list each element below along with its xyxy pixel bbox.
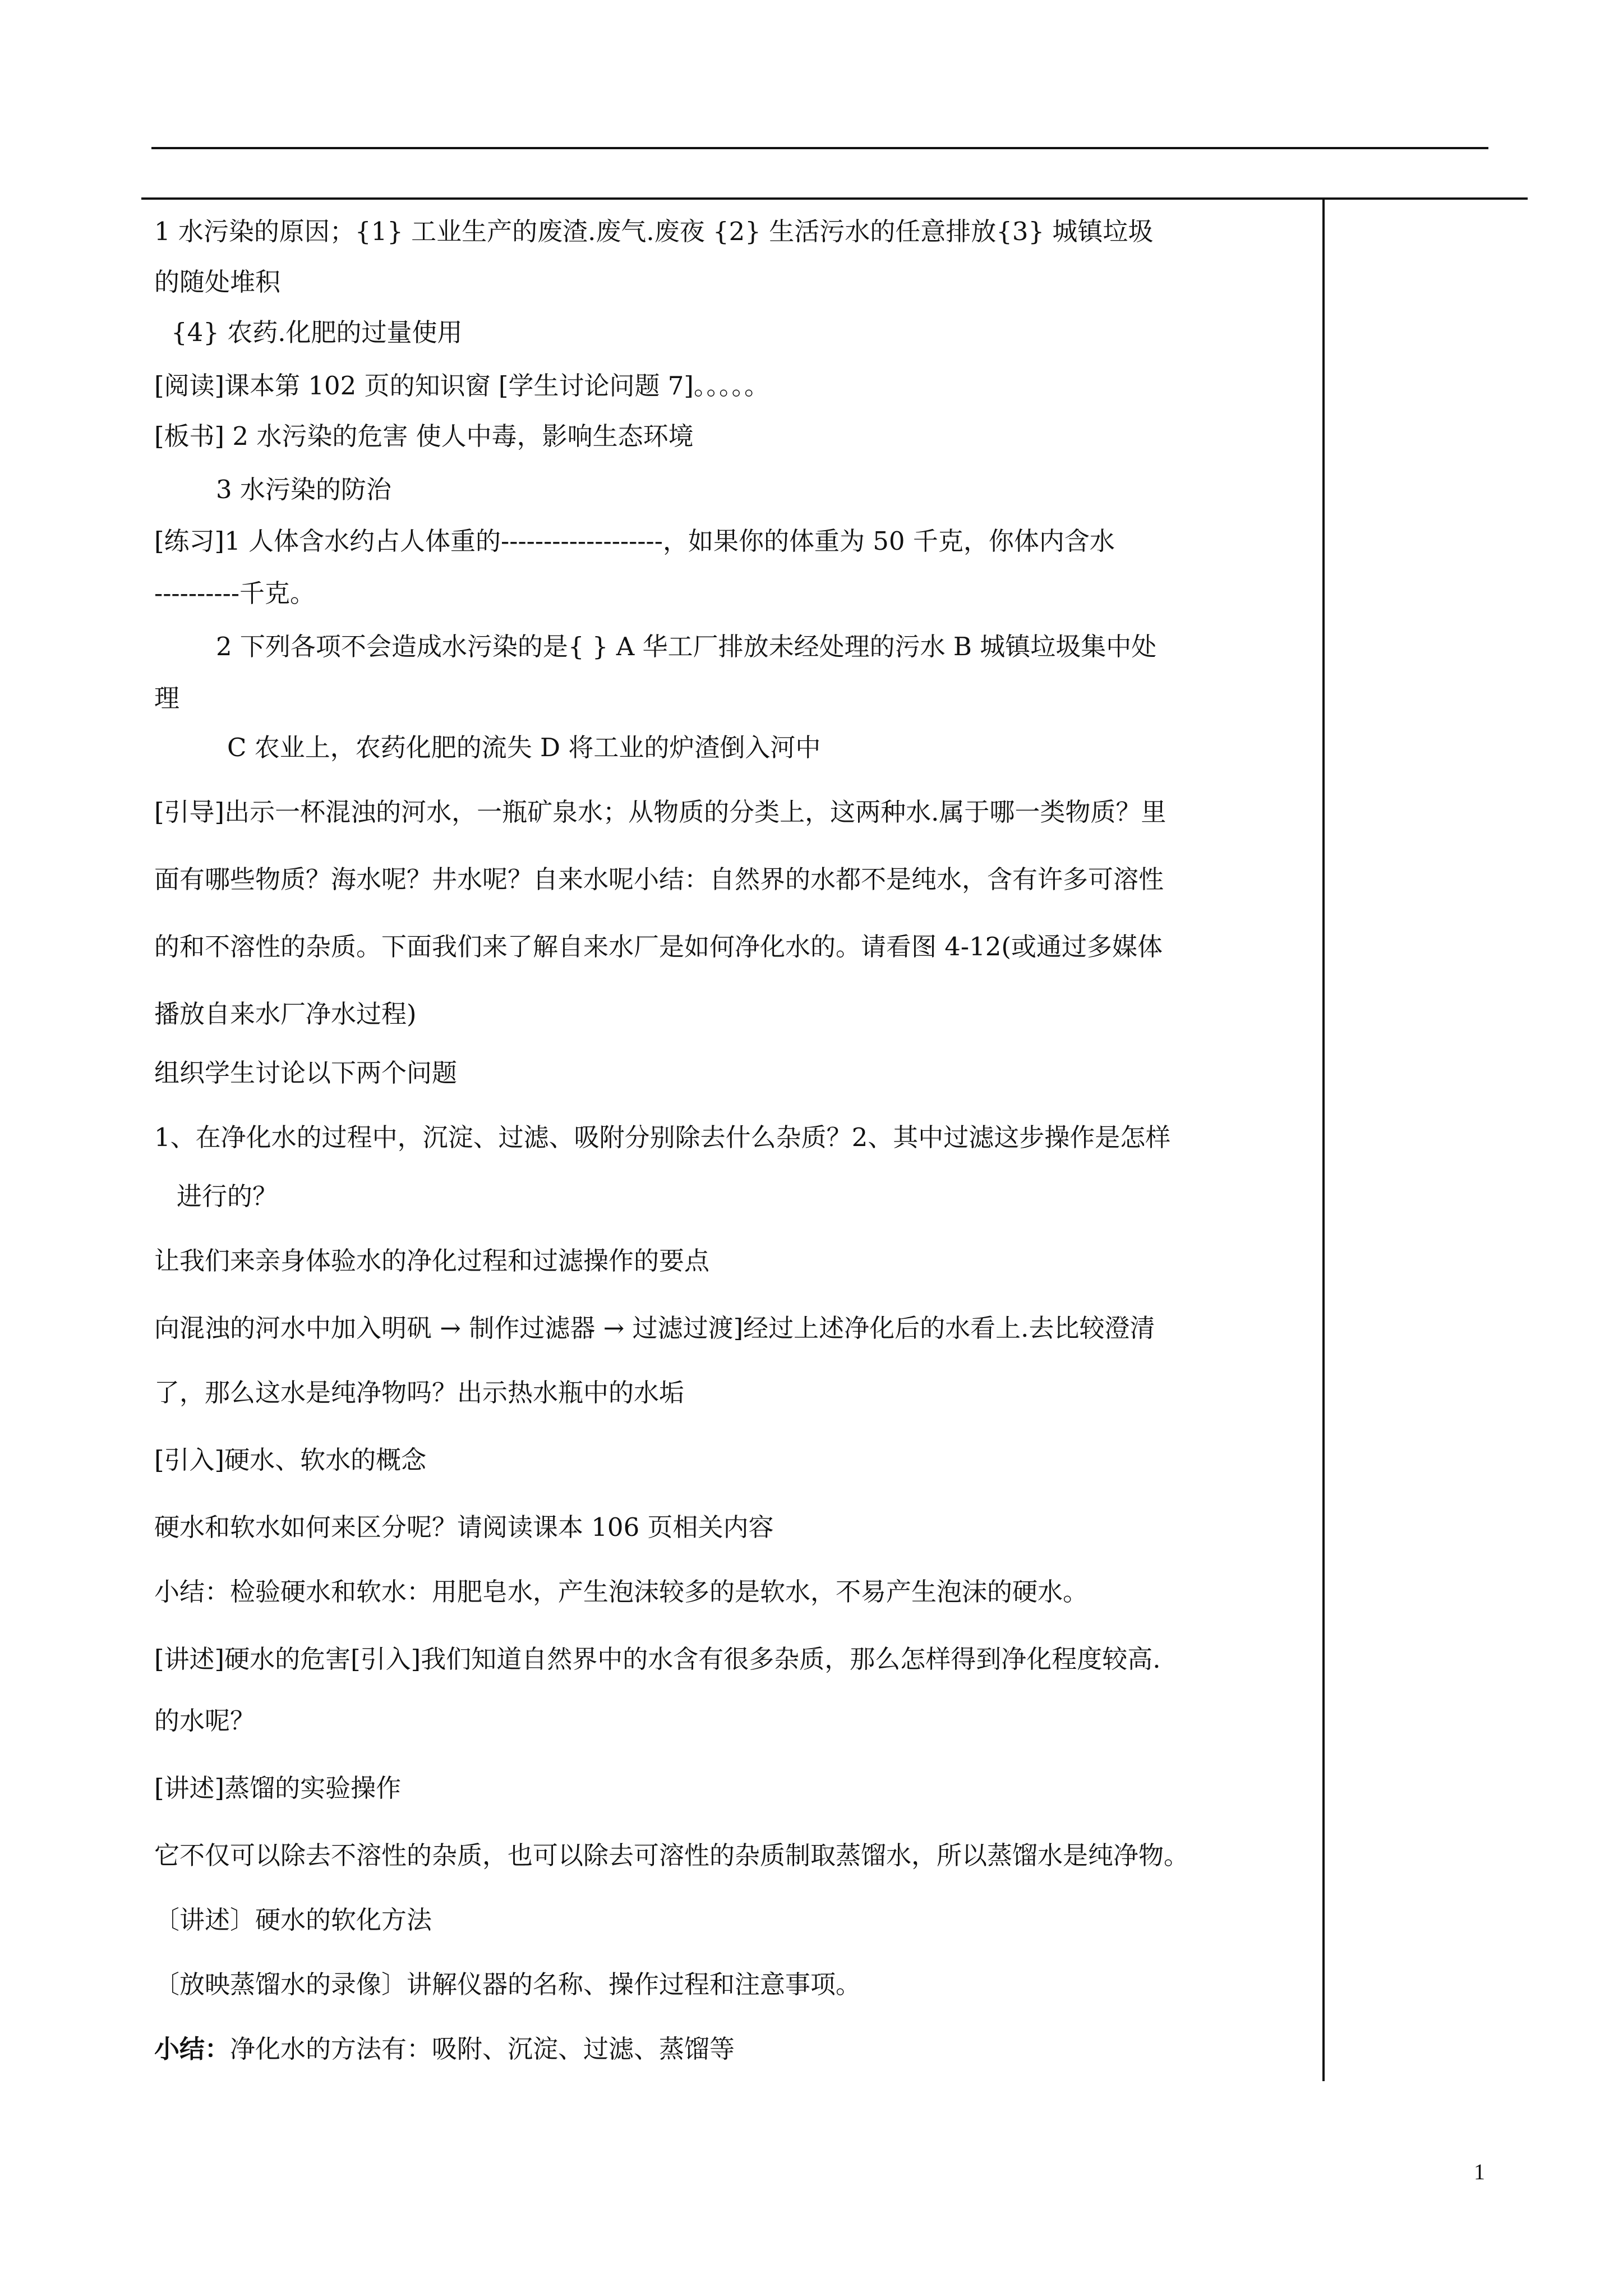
text-line: 向混浊的河水中加入明矾 → 制作过滤器 → 过滤过渡]经过上述净化后的水看上.去比较澄清 xyxy=(154,1313,1155,1343)
text-line: 了，那么这水是纯净物吗？出示热水瓶中的水垢 xyxy=(154,1378,685,1407)
text-line: [板书] 2 水污染的危害 使人中毒，影响生态环境 xyxy=(154,421,694,451)
text-line: [练习]1 人体含水约占人体重的-------------------，如果你的体重为 50 千克，你体内含水 xyxy=(154,526,1115,556)
text-line: [引导]出示一杯混浊的河水，一瓶矿泉水；从物质的分类上，这两种水.属于哪一类物质？里 xyxy=(154,797,1166,827)
text-line: 1 水污染的原因；{1} 工业生产的废渣.废气.废夜 {2} 生活污水的任意排放{3} 城镇垃圾 xyxy=(154,217,1154,246)
page-number: 1 xyxy=(1474,2159,1485,2184)
text-line: 1、在净化水的过程中，沉淀、过滤、吸附分别除去什么杂质？2、其中过滤这步操作是怎样 xyxy=(154,1122,1171,1152)
table-right-border xyxy=(1322,197,1325,2081)
text-line: 它不仅可以除去不溶性的杂质，也可以除去可溶性的杂质制取蒸馏水，所以蒸馏水是纯净物。 xyxy=(154,1841,1189,1870)
text-line: [讲述]硬水的危害[引入]我们知道自然界中的水含有很多杂质，那么怎样得到净化程度较高. xyxy=(154,1644,1161,1674)
summary-text: 净化水的方法有：吸附、沉淀、过滤、蒸馏等 xyxy=(230,2034,735,2064)
header-rule xyxy=(151,147,1488,149)
text-line: [阅读]课本第 102 页的知识窗 [学生讨论问题 7]。。。。。 xyxy=(154,371,769,401)
text-line: 的和不溶性的杂质。下面我们来了解自来水厂是如何净化水的。请看图 4-12(或通过多媒体 xyxy=(154,932,1163,961)
summary-line xyxy=(154,2036,735,2062)
text-line: 的随处堆积 xyxy=(154,267,281,297)
text-line: 3 水污染的防治 xyxy=(216,475,391,504)
text-line: 组织学生讨论以下两个问题 xyxy=(154,1058,458,1088)
text-line: 理 xyxy=(154,683,180,713)
text-line: [讲述]蒸馏的实验操作 xyxy=(154,1773,402,1803)
text-line: 小结：检验硬水和软水：用肥皂水，产生泡沫较多的是软水，不易产生泡沫的硬水。 xyxy=(154,1577,1089,1607)
text-line: 面有哪些物质？海水呢？井水呢？自来水呢小结：自然界的水都不是纯水，含有许多可溶性 xyxy=(154,864,1164,894)
text-line: 播放自来水厂净水过程) xyxy=(154,999,417,1029)
summary-label: 小结： xyxy=(154,2034,230,2064)
text-line: [引入]硬水、软水的概念 xyxy=(154,1445,427,1475)
text-line: 2 下列各项不会造成水污染的是{ } A 华工厂排放未经处理的污水 B 城镇垃圾集中处 xyxy=(216,632,1157,661)
text-line: 让我们来亲身体验水的净化过程和过滤操作的要点 xyxy=(154,1246,710,1276)
text-line: C 农业上，农药化肥的流失 D 将工业的炉渣倒入河中 xyxy=(227,733,821,762)
text-line: 进行的？ xyxy=(177,1181,278,1211)
text-line: 〔放映蒸馏水的录像〕讲解仪器的名称、操作过程和注意事项。 xyxy=(154,1970,861,1999)
text-line: 硬水和软水如何来区分呢？请阅读课本 106 页相关内容 xyxy=(154,1512,774,1542)
text-line: ----------千克。 xyxy=(154,578,316,608)
text-line: 的水呢？ xyxy=(154,1706,256,1736)
text-line: {4} 农药.化肥的过量使用 xyxy=(171,318,463,347)
table-top-border xyxy=(141,197,1528,200)
text-line: 〔讲述〕硬水的软化方法 xyxy=(154,1905,432,1935)
